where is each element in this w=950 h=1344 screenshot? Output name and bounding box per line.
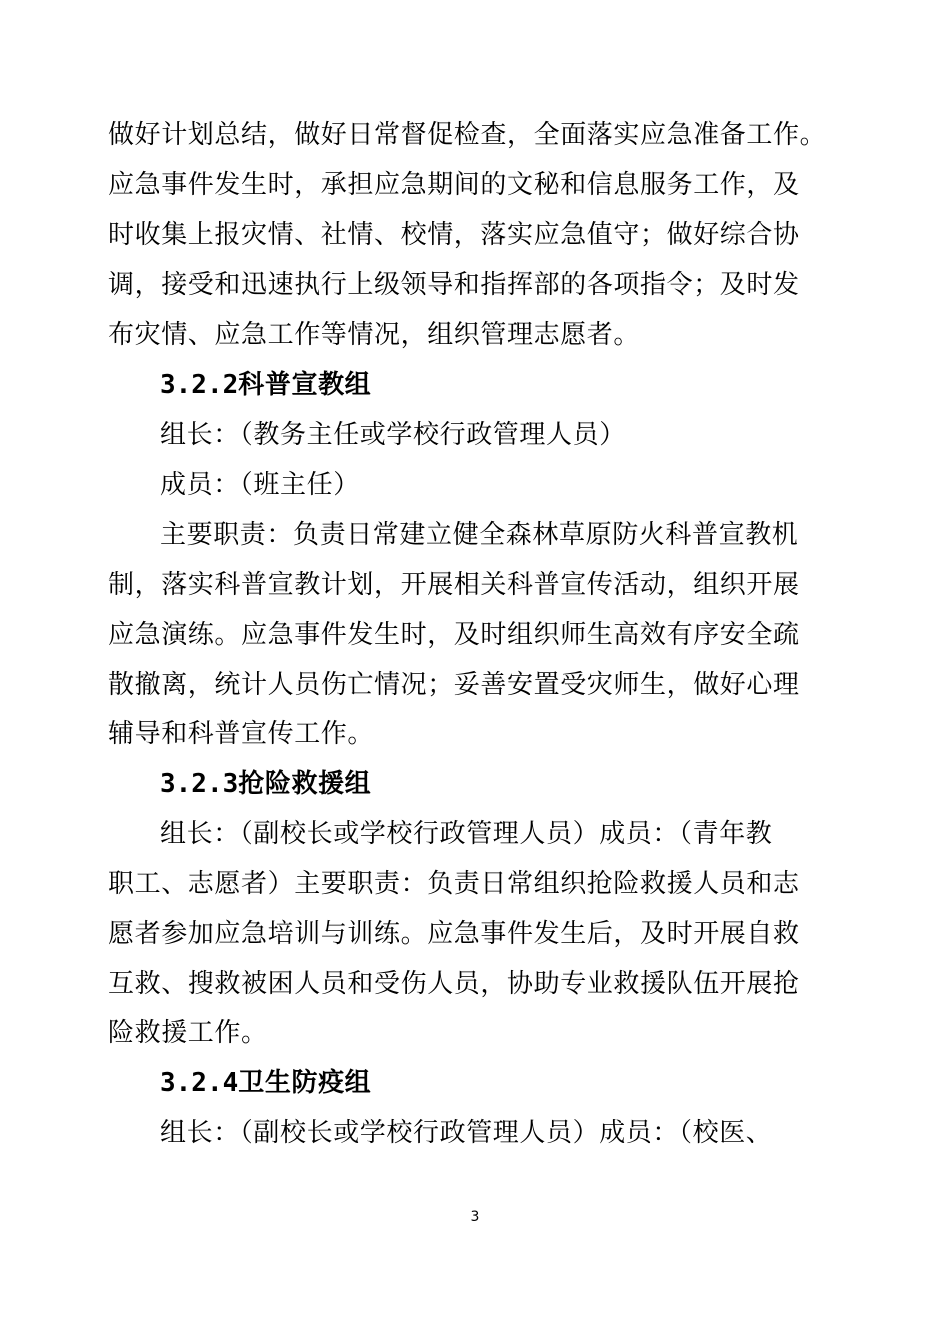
paragraph-line: 险救援工作。 [108,1018,268,1048]
section-title: 卫生防疫组 [238,1068,372,1098]
duties-line: 散撤离，统计人员伤亡情况；妥善安置受灾师生，做好心理 [108,670,800,700]
paragraph-line: 愿者参加应急培训与训练。应急事件发生后，及时开展自救 [108,919,800,949]
paragraph-line: 时收集上报灾情、社情、校情，落实应急值守；做好综合协 [108,220,800,250]
paragraph-line: 互救、搜救被困人员和受伤人员，协助专业救援队伍开展抢 [108,969,800,999]
section-heading-322 [160,369,371,401]
paragraph-line: 组长：（副校长或学校行政管理人员）成员：（校医、 [160,1118,773,1148]
section-number: 3.2.4 [160,1068,239,1098]
leader-line: 组长：（教务主任或学校行政管理人员） [160,420,626,450]
paragraph-line: 调，接受和迅速执行上级领导和指挥部的各项指令；及时发 [108,270,800,300]
duties-line: 应急演练。应急事件发生时，及时组织师生高效有序安全疏 [108,620,800,650]
duties-line: 辅导和科普宣传工作。 [108,719,375,749]
duties-line: 制，落实科普宣教计划，开展相关科普宣传活动，组织开展 [108,570,800,600]
page-number: 3 [470,1209,480,1225]
paragraph-line: 组长：（副校长或学校行政管理人员）成员：（青年教 [160,819,773,849]
members-line: 成员：（班主任） [160,470,360,500]
section-title: 抢险救援组 [238,769,372,799]
paragraph-line: 布灾情、应急工作等情况，组织管理志愿者。 [108,320,641,350]
section-heading-324 [160,1067,371,1099]
section-number: 3.2.2 [160,370,239,400]
paragraph-line: 职工、志愿者）主要职责：负责日常组织抢险救援人员和志 [108,869,800,899]
paragraph-line: 应急事件发生时，承担应急期间的文秘和信息服务工作，及 [108,170,800,200]
section-title: 科普宣教组 [238,370,372,400]
section-heading-323 [160,768,371,800]
duties-line: 主要职责：负责日常建立健全森林草原防火科普宣教机 [160,520,799,550]
paragraph-line: 做好计划总结，做好日常督促检查，全面落实应急准备工作。 [108,120,827,150]
section-number: 3.2.3 [160,769,239,799]
